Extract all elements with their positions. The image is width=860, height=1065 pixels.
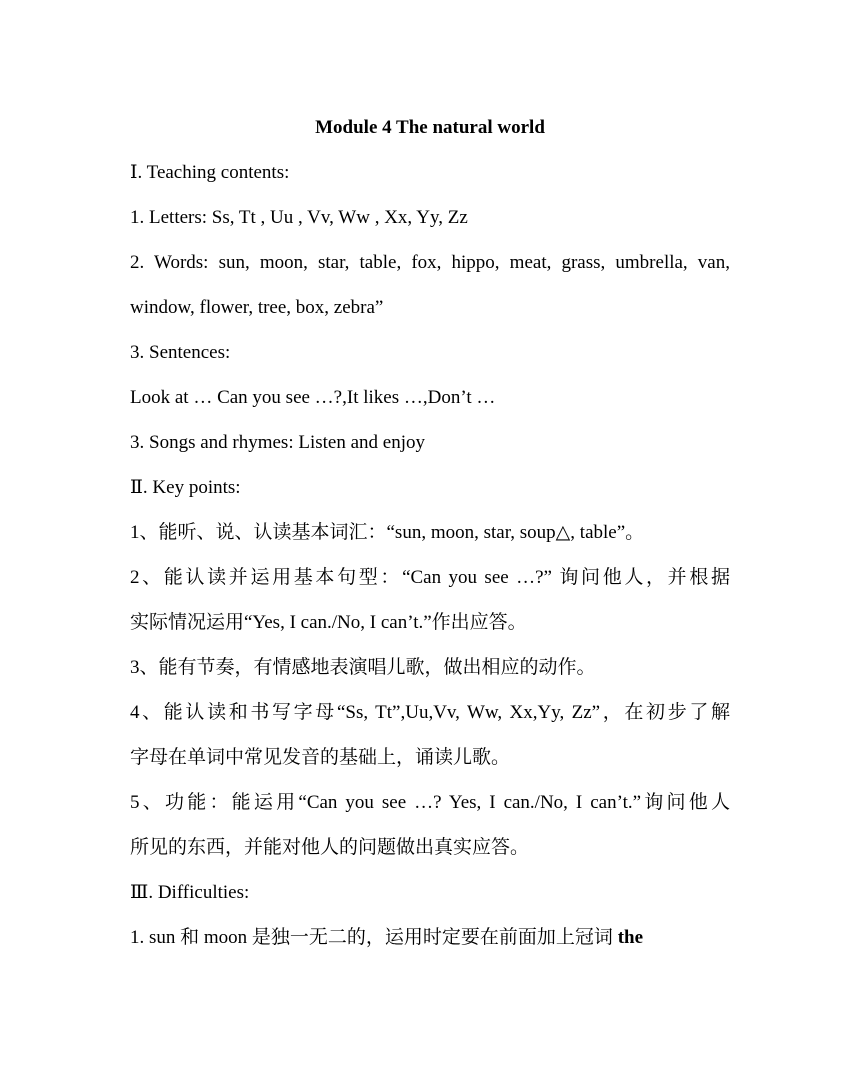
songs-line: 3. Songs and rhymes: Listen and enjoy [130,432,425,453]
key-point-4: 4、能认读和书写字母“Ss, Tt”,Uu,Vv, Ww, Xx,Yy, Zz”，在初步了解 [130,702,730,723]
page-title: Module 4 The natural world [315,117,545,138]
difficulty-1-text: 1. sun 和 moon 是独一无二的，运用时定要在前面加上冠词 [130,927,618,948]
difficulty-1-bold-word: the [617,927,644,948]
section-heading-key-points: Ⅱ. Key points: [130,477,241,498]
letters-line: 1. Letters: Ss, Tt , Uu , Vv, Ww , Xx, Yy, Zz [130,207,468,228]
key-point-5: 5、功能：能运用“Can you see …? Yes, I can./No, I can’t.”询问他人 [130,792,730,813]
key-point-1: 1、能听、说、认读基本词汇：“sun, moon, star, soup△, table”。 [130,522,645,543]
key-point-3: 3、能有节奏，有情感地表演唱儿歌，做出相应的动作。 [130,657,596,678]
key-point-5-continued: 所见的东西，并能对他人的问题做出真实应答。 [130,837,530,858]
key-point-2: 2、能认读并运用基本句型：“Can you see …?” 询问他人，并根据 [130,567,730,588]
words-line: 2. Words: sun, moon, star, table, fox, hippo, meat, grass, umbrella, van, [130,252,730,273]
sentences-line: Look at … Can you see …?,It likes …,Don’t … [130,387,496,408]
key-point-4-continued: 字母在单词中常见发音的基础上，诵读儿歌。 [130,747,511,768]
key-point-2-continued: 实际情况运用“Yes, I can./No, I can’t.”作出应答。 [130,612,527,633]
sentences-heading: 3. Sentences: [130,342,231,363]
section-heading-difficulties: Ⅲ. Difficulties: [130,882,250,903]
difficulty-1 [130,926,730,950]
words-line-continued: window, flower, tree, box, zebra” [130,297,384,318]
section-heading-teaching-contents: Ⅰ. Teaching contents: [130,162,290,183]
